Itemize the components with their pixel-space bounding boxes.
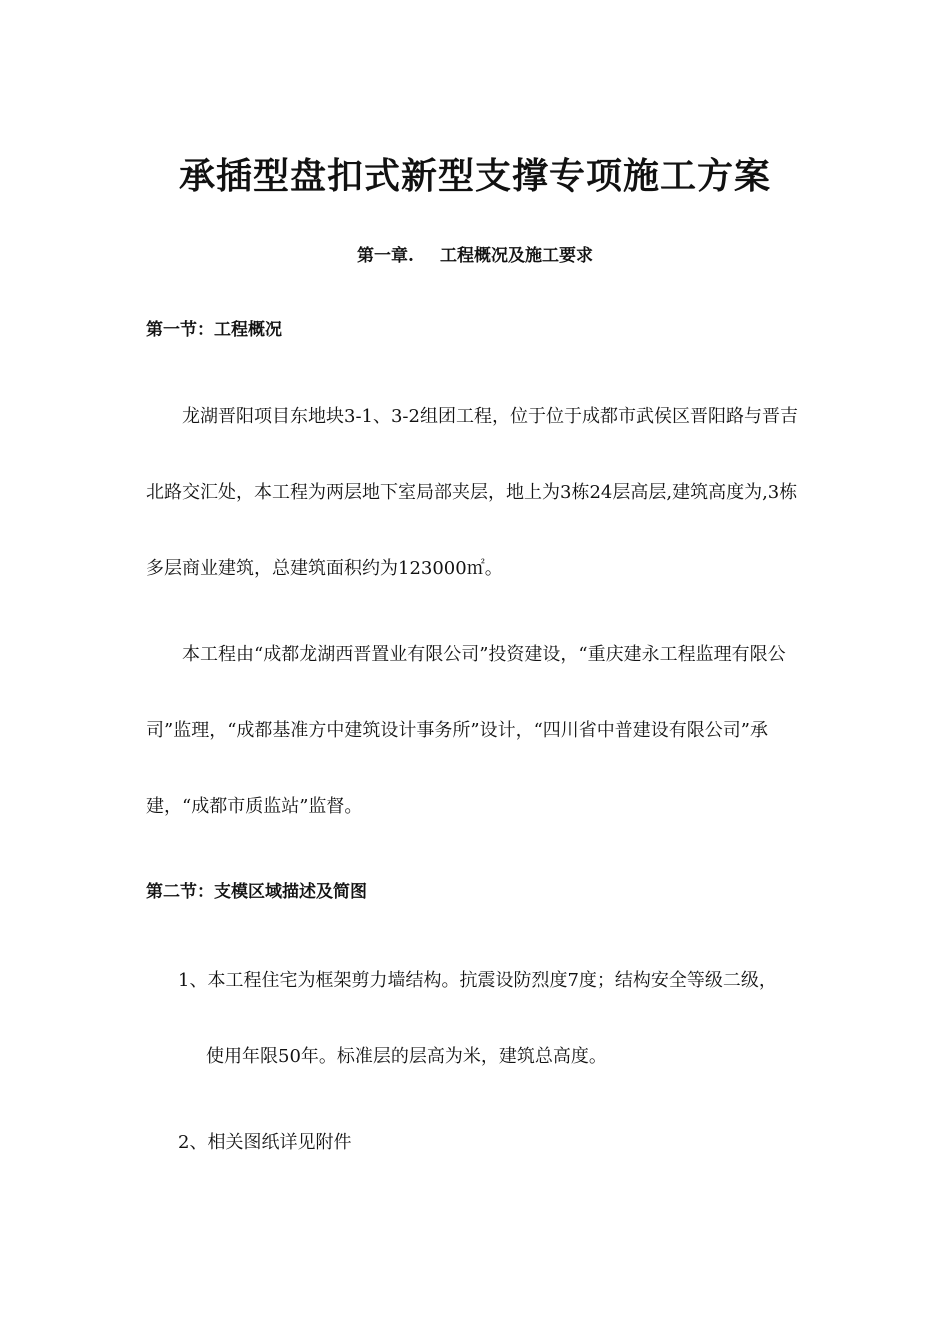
paragraph-project-parties: 本工程由“成都龙湖西晋置业有限公司”投资建设，“重庆建永工程监理有限公司”监理，“成都基准方中建筑设计事务所”设计，“四川省中普建设有限公司”承建，“成都市质监站”监督。: [146, 644, 786, 817]
list-item-structure-line1: 1、本工程住宅为框架剪力墙结构。抗震设防烈度7度；结构安全等级二级，: [178, 970, 777, 991]
section-heading-overview: 第一节：工程概况: [146, 320, 282, 340]
list-item-structure: [178, 967, 818, 1071]
chapter-number: 第一章.: [357, 246, 414, 266]
chapter-heading: [0, 242, 950, 270]
list-item-drawings: 2、相关图纸详见附件: [178, 1132, 352, 1153]
document-title: 承插型盘扣式新型支撑专项施工方案: [178, 155, 771, 197]
chapter-title: 工程概况及施工要求: [439, 246, 593, 266]
paragraph-project-location: 龙湖晋阳项目东地块3-1、3-2组团工程，位于位于成都市武侯区晋阳路与晋吉北路交汇处，本工程为两层地下室局部夹层，地上为3栋24层高层,建筑高度为,3栋多层商业建筑，总建筑面积约为123000㎡。: [146, 406, 798, 579]
list-item-structure-line2: 使用年限50年。标准层的层高为米，建筑总高度。: [206, 1046, 607, 1067]
section-heading-formwork-area: 第二节：支模区域描述及简图: [146, 882, 367, 902]
